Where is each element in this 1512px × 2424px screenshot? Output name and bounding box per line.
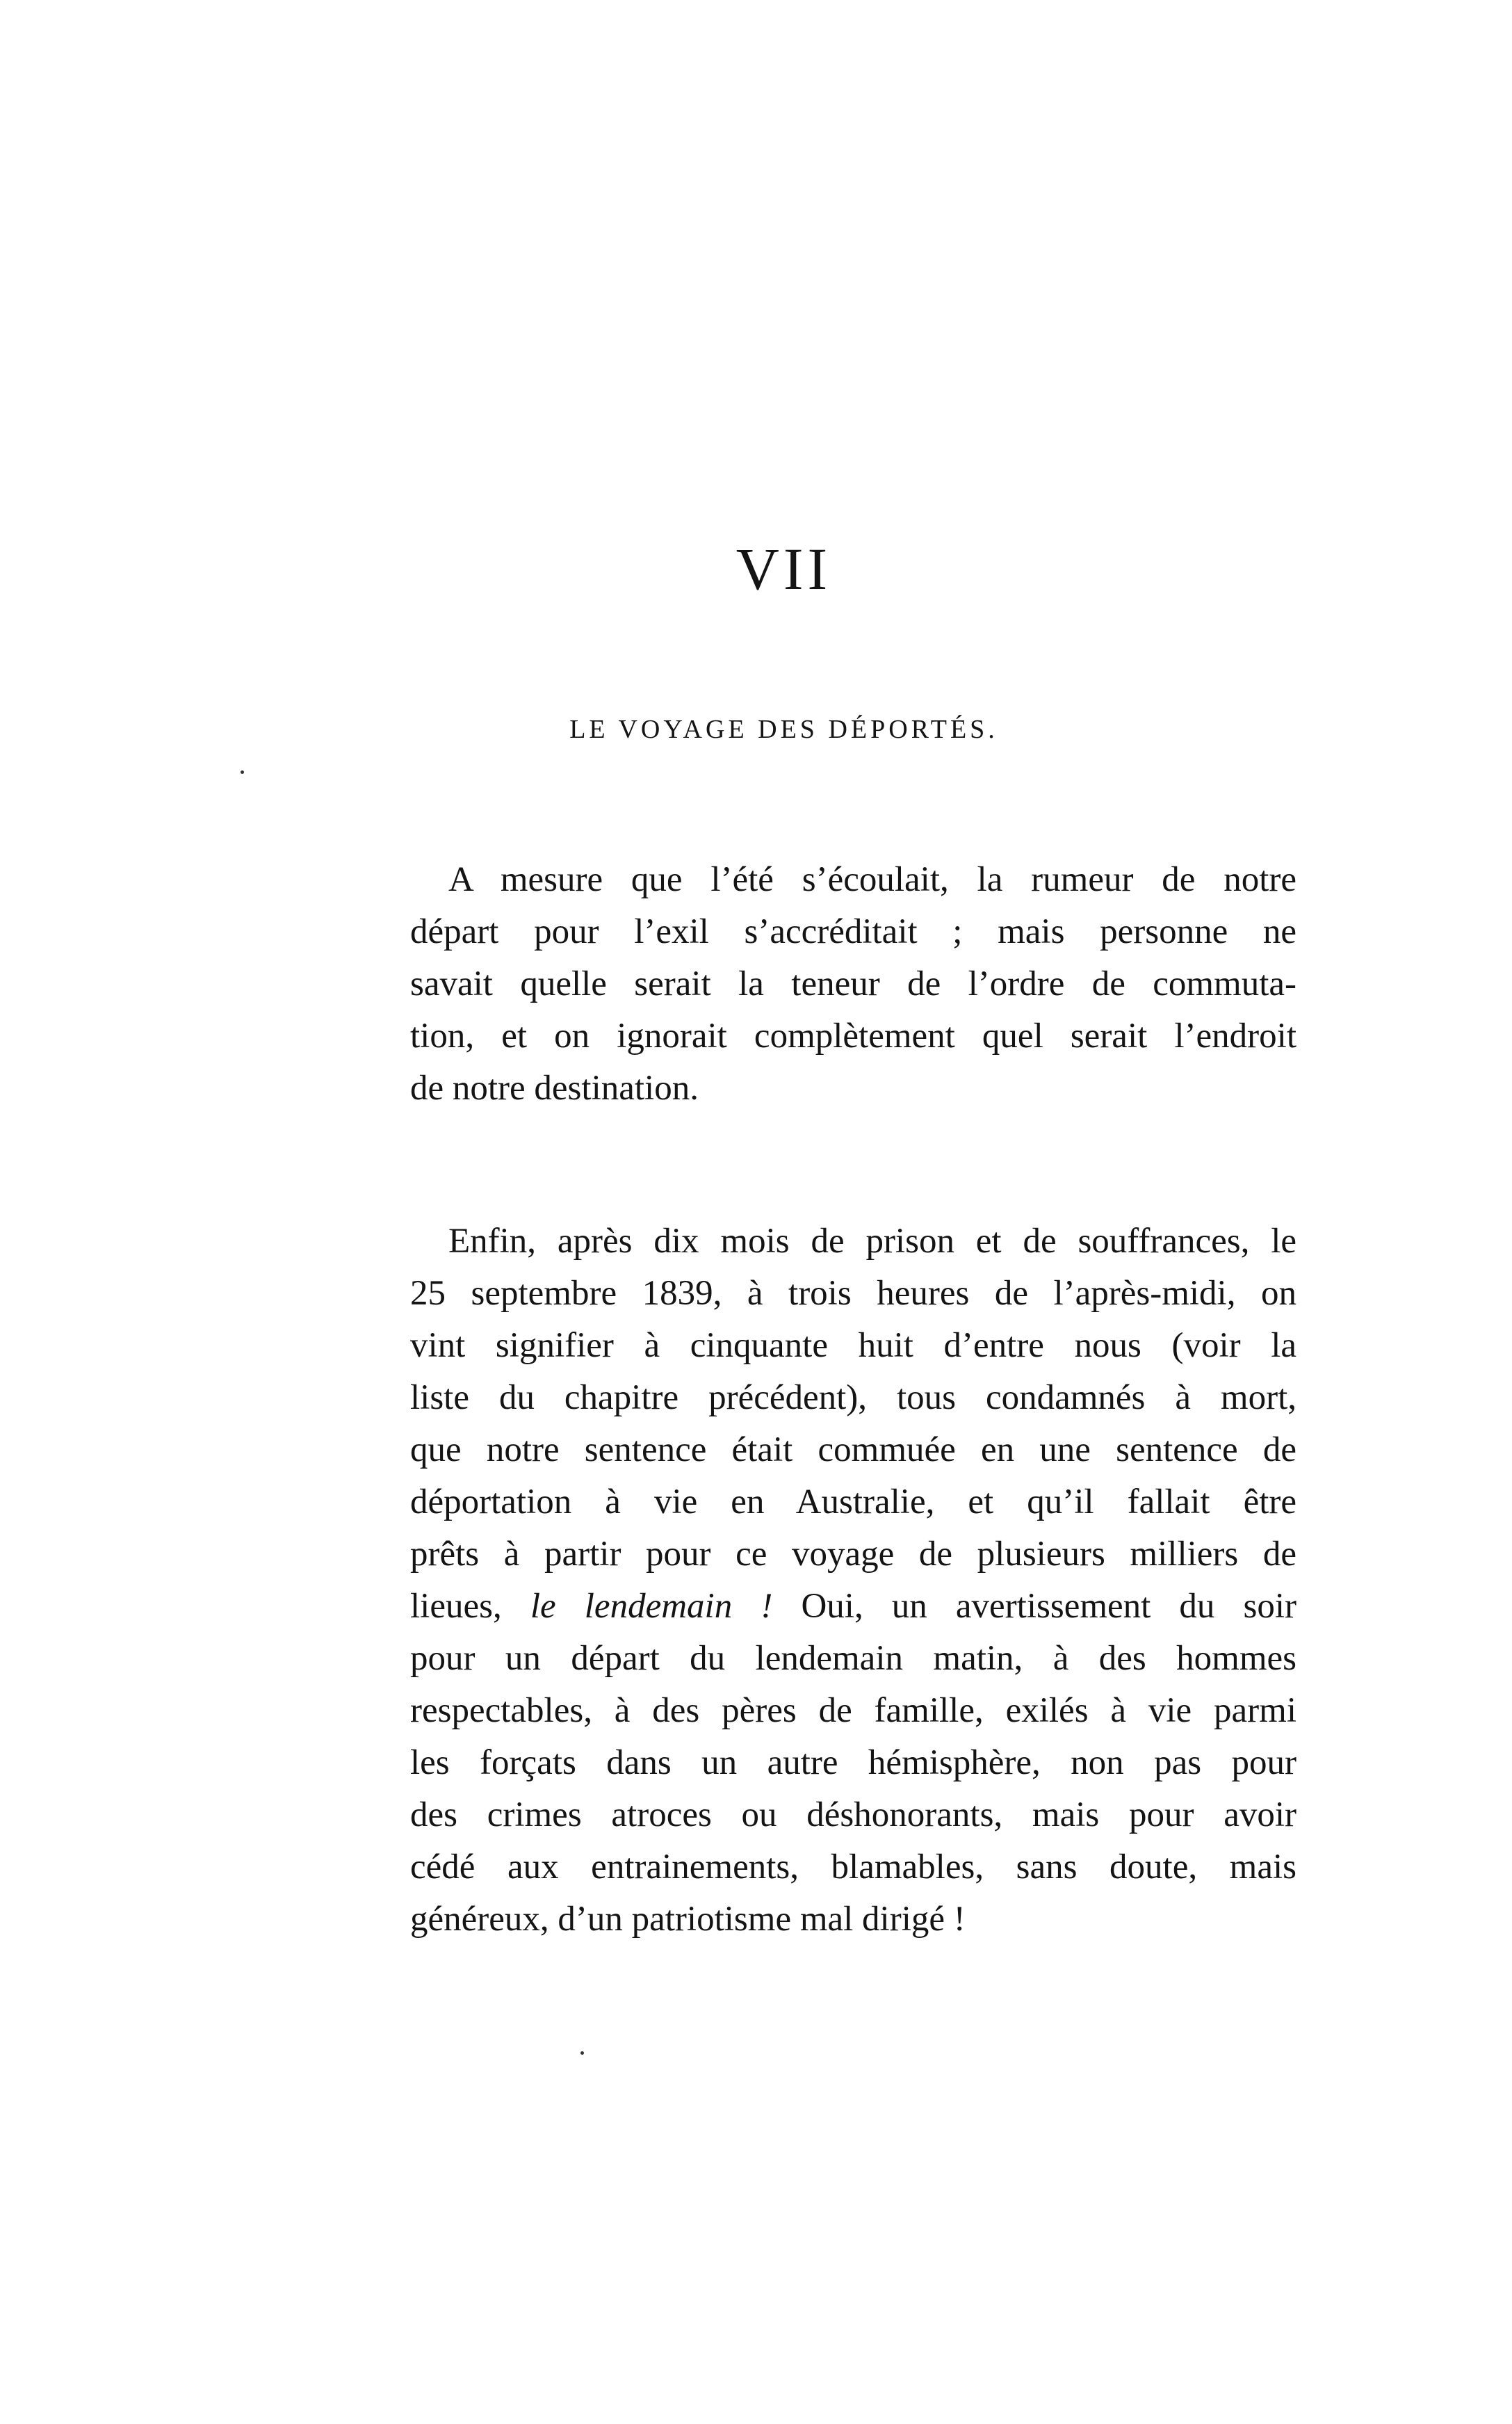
text-line: de notre destination. [410,1069,699,1108]
text-line: tion, et on ignorait complètement quel serait l’endroit [410,1017,1296,1056]
text-fragment: Oui, un avertissement du soir [801,1587,1297,1626]
text-line: les forçats dans un autre hémisphère, non pas pour [410,1743,1296,1782]
text-line: des crimes atroces ou déshonorants, mais pour avoir [410,1795,1296,1834]
text-line: pour un départ du lendemain matin, à des hommes [410,1639,1296,1678]
text-line: liste du chapitre précédent), tous condamnés à mort, [410,1378,1296,1417]
paragraph [410,854,1296,1115]
text-line: vint signifier à cinquante huit d’entre nous (voir la [410,1326,1296,1365]
text-line: A mesure que l’été s’écoulait, la rumeur de notre [448,860,1296,899]
chapter-number: VII [735,535,832,602]
text-line: respectables, à des pères de famille, exilés à vie parmi [410,1691,1296,1730]
text-line: déportation à vie en Australie, et qu’il fallait être [410,1482,1296,1521]
text-line: savait quelle serait la teneur de l’ordre de commuta- [410,964,1296,1003]
italic-phrase: le lendemain ! [530,1587,773,1626]
text-fragment: lieues, [410,1587,502,1626]
text-line: prêts à partir pour ce voyage de plusieurs milliers de [410,1535,1296,1574]
paragraph [410,1215,1296,1946]
text-line: 25 septembre 1839, à trois heures de l’après-midi, on [410,1274,1296,1313]
text-line: généreux, d’un patriotisme mal dirigé ! [410,1900,966,1939]
text-line: que notre sentence était commuée en une sentence de [410,1430,1296,1469]
chapter-title: LE VOYAGE DES DÉPORTÉS. [569,715,998,744]
text-line: départ pour l’exil s’accréditait ; mais personne ne [410,912,1296,951]
text-line: Enfin, après dix mois de prison et de souffrances, le [448,1222,1296,1261]
print-speck [580,2051,584,2055]
print-speck [241,770,244,774]
text-line-mixed [410,1581,1296,1633]
text-line: cédé aux entrainements, blamables, sans doute, mais [410,1848,1296,1886]
